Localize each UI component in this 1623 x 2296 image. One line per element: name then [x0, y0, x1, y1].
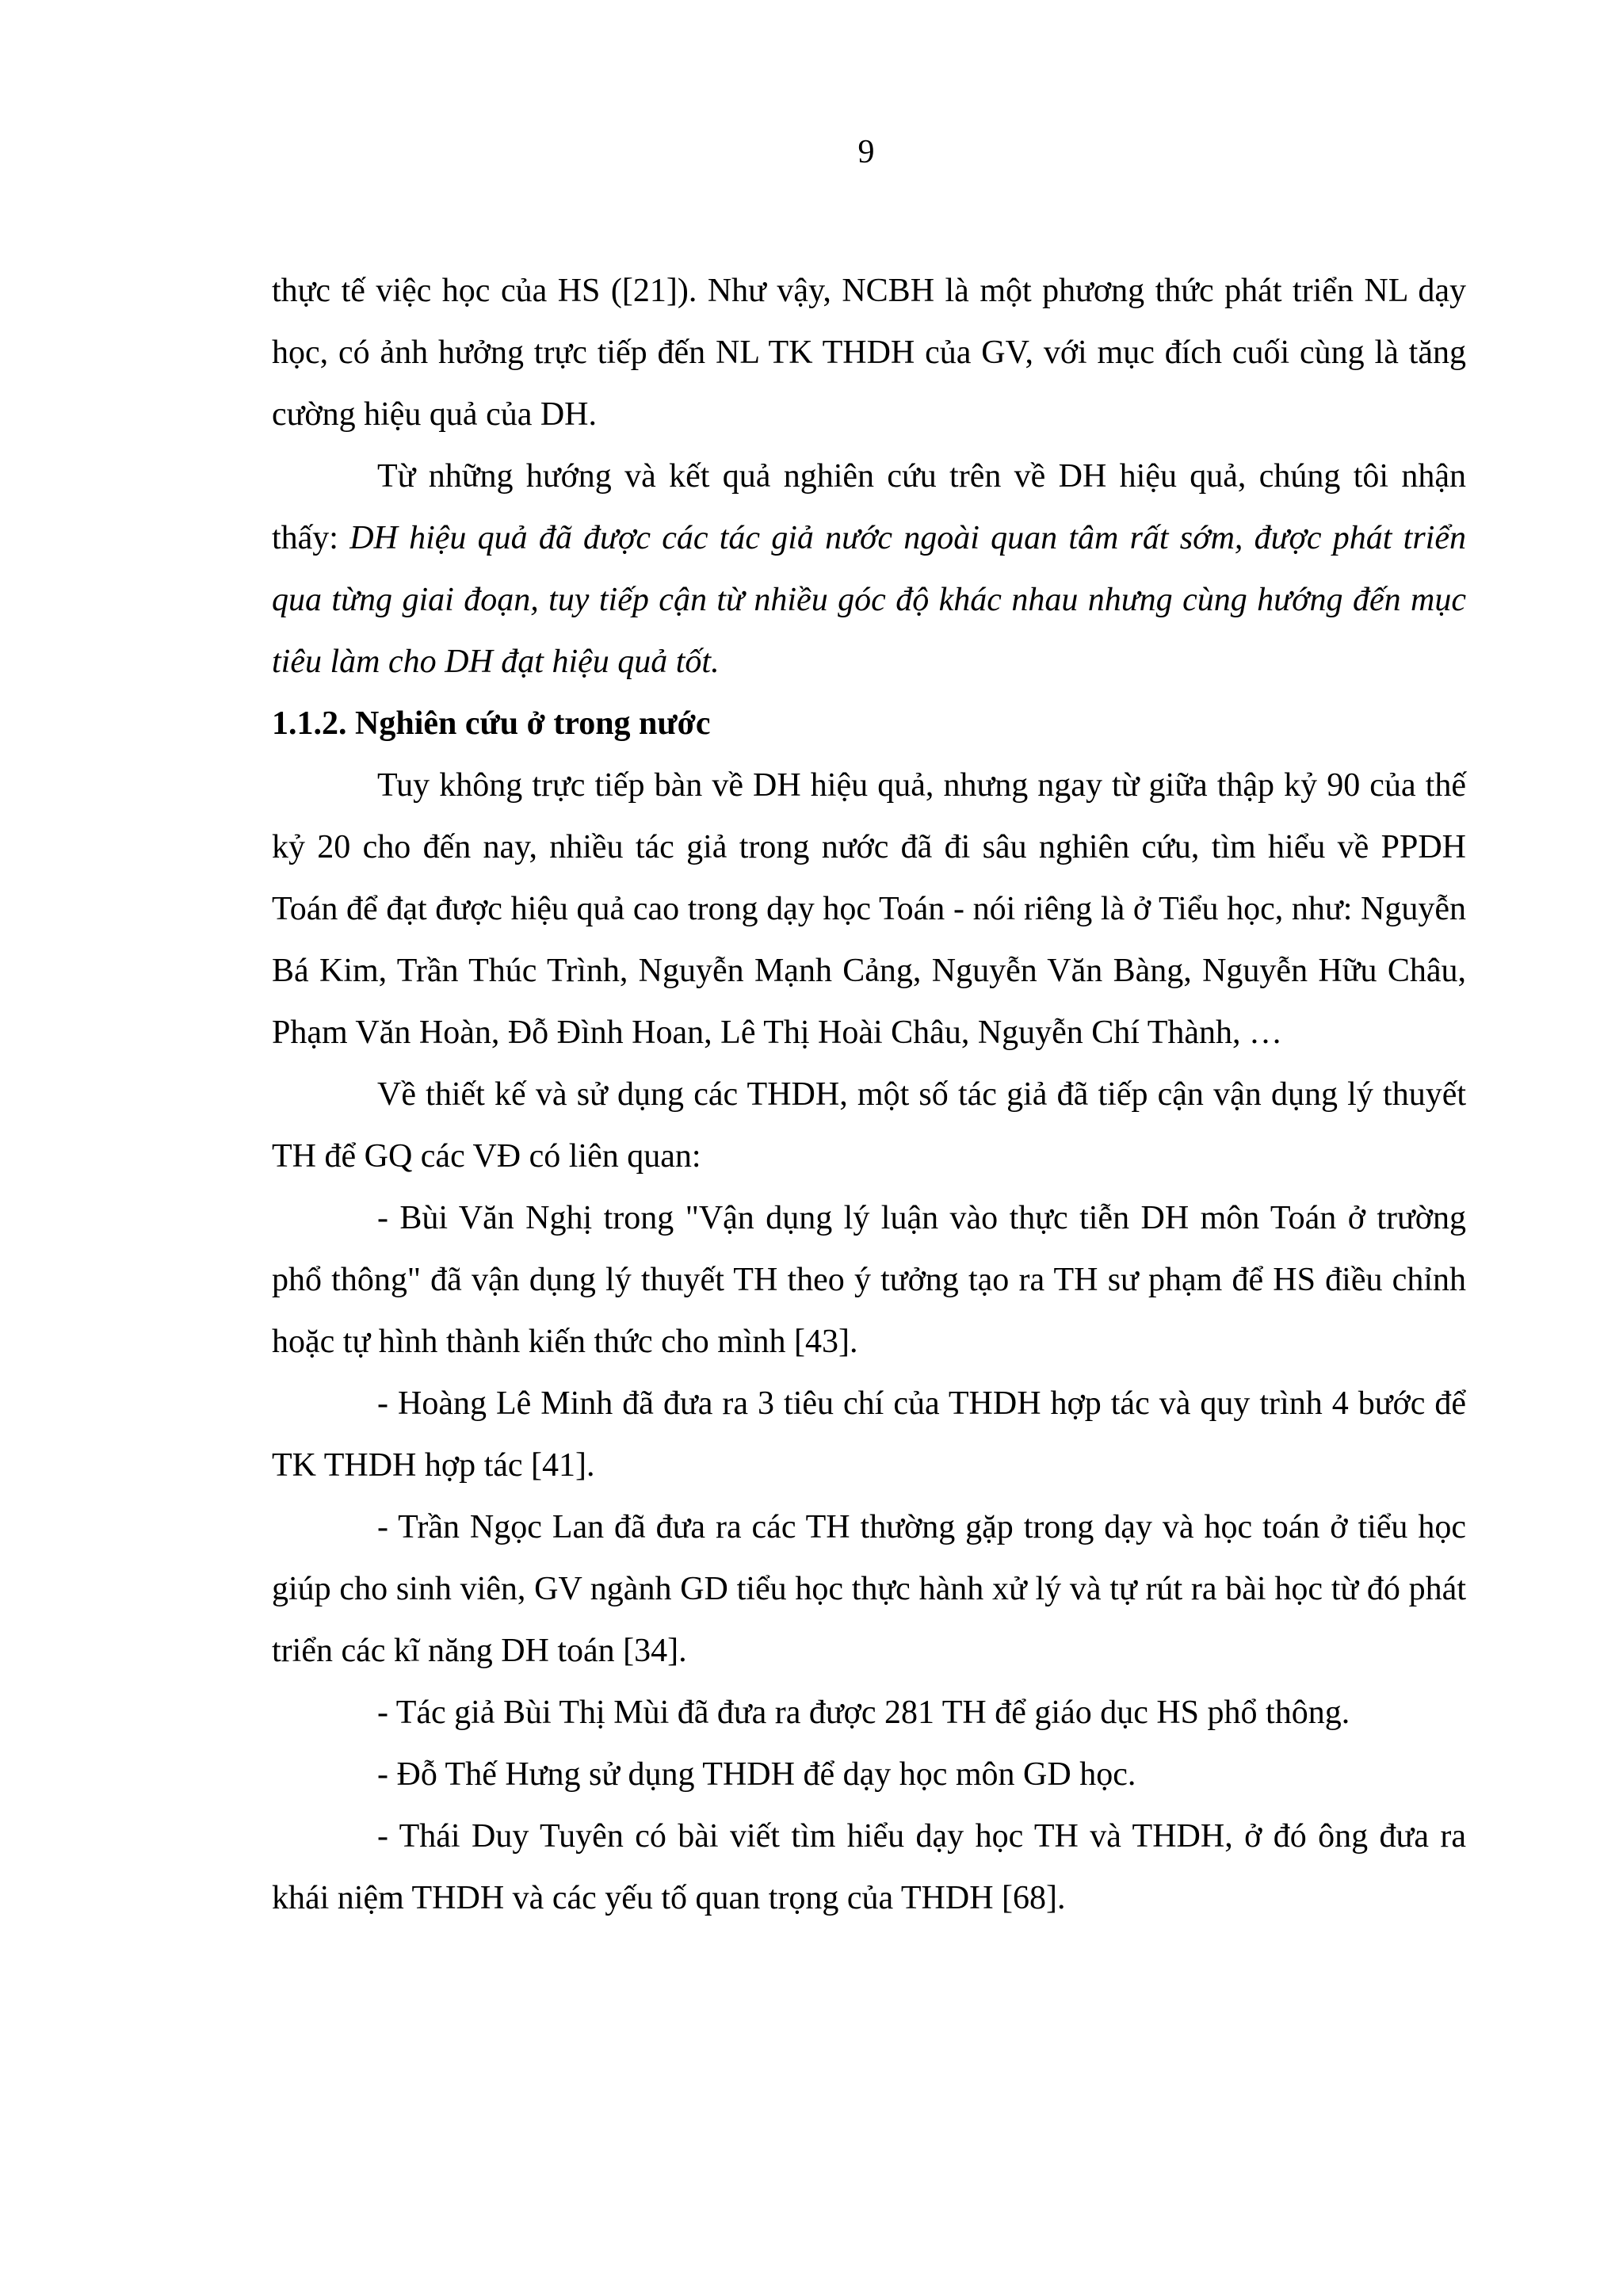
list-item-tran-ngoc-lan: - Trần Ngọc Lan đã đưa ra các TH thường gặp trong dạy và học toán ở tiểu học giúp cho sinh viên, GV ngành GD tiểu học thực hành xử lý và tự rút ra bài học từ đó phát triển các kĩ năng DH toán [34].	[272, 1509, 1466, 1669]
section-heading: 1.1.2. Nghiên cứu ở trong nước	[272, 705, 711, 742]
body-paragraph-2: Về thiết kế và sử dụng các THDH, một số tác giả đã tiếp cận vận dụng lý thuyết TH để GQ các VĐ có liên quan:	[272, 1076, 1466, 1175]
list-item-do-the-hung: - Đỗ Thế Hưng sử dụng THDH để dạy học môn GD học.	[377, 1756, 1136, 1793]
page-number: 9	[857, 134, 875, 170]
paragraph-2	[272, 445, 1466, 693]
paragraph-2-lead: Từ những hướng và kết quả nghiên cứu trên về DH hiệu quả, chúng tôi nhận thấy:	[272, 458, 1466, 556]
list-item-bui-thi-mui: - Tác giả Bùi Thị Mùi đã đưa ra được 281 TH để giáo dục HS phổ thông.	[377, 1694, 1350, 1731]
list-item-thai-duy-tuyen: - Thái Duy Tuyên có bài viết tìm hiểu dạy học TH và THDH, ở đó ông đưa ra khái niệm THDH và các yếu tố quan trọng của THDH [68].	[272, 1818, 1466, 1916]
paragraph-2-italic-conclusion: DH hiệu quả đã được các tác giả nước ngoài quan tâm rất sớm, được phát triển qua từng giai đoạn, tuy tiếp cận từ nhiều góc độ khác nhau nhưng cùng hướng đến mục tiêu làm cho DH đạt hiệu quả tốt.	[272, 520, 1466, 680]
page-body	[272, 260, 1466, 1929]
paragraph-1: thực tế việc học của HS ([21]). Như vậy, NCBH là một phương thức phát triển NL dạy học, có ảnh hưởng trực tiếp đến NL TK THDH của GV, với mục đích cuối cùng là tăng cường hiệu quả của DH.	[272, 273, 1466, 433]
list-item-bui-van-nghi: - Bùi Văn Nghị trong "Vận dụng lý luận vào thực tiễn DH môn Toán ở trường phổ thông" đã vận dụng lý thuyết TH theo ý tưởng tạo ra TH sư phạm để HS điều chỉnh hoặc tự hình thành kiến thức cho mình [43].	[272, 1200, 1466, 1360]
body-paragraph-1: Tuy không trực tiếp bàn về DH hiệu quả, nhưng ngay từ giữa thập kỷ 90 của thế kỷ 20 cho đến nay, nhiều tác giả trong nước đã đi sâu nghiên cứu, tìm hiểu về PPDH Toán để đạt được hiệu quả cao trong dạy học Toán - nói riêng là ở Tiểu học, như: Nguyễn Bá Kim, Trần Thúc Trình, Nguyễn Mạnh Cảng, Nguyễn Văn Bàng, Nguyễn Hữu Châu, Phạm Văn Hoàn, Đỗ Đình Hoan, Lê Thị Hoài Châu, Nguyễn Chí Thành, …	[272, 767, 1466, 1051]
list-item-hoang-le-minh: - Hoàng Lê Minh đã đưa ra 3 tiêu chí của THDH hợp tác và quy trình 4 bước để TK THDH hợp tác [41].	[272, 1385, 1466, 1484]
